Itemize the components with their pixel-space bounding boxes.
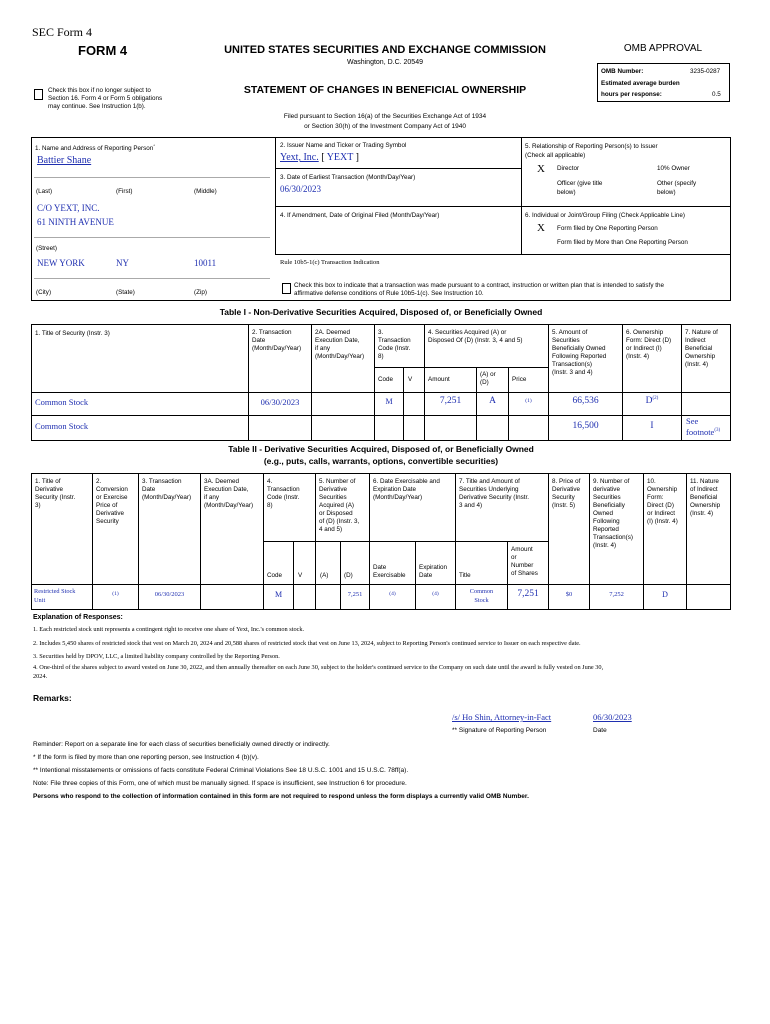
t2-sub-v: V [298, 572, 303, 579]
issuer-name-link[interactable]: Yext, Inc. [280, 152, 319, 163]
t2-row-d: 7,251 [347, 591, 363, 598]
table1-title: Table I - Non-Derivative Securities Acquired, Disposed of, or Beneficially Owned [219, 307, 543, 317]
t2-row-exercisable: (4) [389, 591, 396, 597]
footnote-4-cont: 2024. [33, 673, 48, 680]
form-title: FORM 4 [78, 43, 128, 58]
hours-value: 0.5 [712, 91, 721, 98]
t2-row-title: Common Stock [469, 588, 494, 604]
transaction-date: 06/30/2023 [280, 184, 322, 194]
ten-pct-owner-label: 10% Owner [657, 165, 690, 172]
t1-header-amount-owned: 5. Amount of Securities Beneficially Owned Following Reported Transaction(s) (Instr. 3 and 4) [552, 329, 607, 376]
t2-row-price: $0 [565, 591, 573, 598]
filing-label: 6. Individual or Joint/Group Filing (Check Applicable Line) [525, 212, 685, 219]
t1-sub-code: Code [378, 376, 394, 383]
t2-header-ownership-form: 10. Ownership Form: Direct (D) or Indirect (I) (Instr. 4) [647, 478, 678, 525]
t1-row1-price: (1) [525, 398, 532, 404]
remarks-heading: Remarks: [33, 693, 72, 703]
t1-sub-amount: Amount [428, 376, 450, 383]
relationship-label: 5. Relationship of Reporting Person(s) to Issuer (Check all applicable) [525, 143, 658, 159]
t2-row-security: Restricted Stock Unit [34, 588, 76, 604]
reporting-person-label: 1. Name and Address of Reporting Person* [35, 143, 155, 153]
table2-title-1: Table II - Derivative Securities Acquired, Disposed of, or Beneficially Owned [228, 444, 534, 454]
hours-label: hours per response: [601, 91, 662, 98]
signature-label: ** Signature of Reporting Person [452, 727, 547, 734]
issuer-ticker: YEXT [326, 152, 354, 163]
section16-text: Check this box if no longer subject to Section 16. Form 4 or Form 5 obligations may continue. See Instruction 1(b). [48, 87, 163, 110]
t2-sub-d: (D) [344, 572, 353, 579]
zip-label: (Zip) [194, 289, 207, 296]
t2-header-number: 5. Number of Derivative Securities Acquired (A) or Disposed of (D) (Instr. 3, 4 and 5) [319, 478, 360, 533]
first-label: (First) [116, 188, 133, 195]
other-label: Other (specify below) [657, 180, 697, 196]
t2-row-expiration: (4) [432, 591, 439, 597]
footnote-2: 2. Includes 5,450 shares of restricted stock that vest on March 20, 2024 and 20,588 shares of restricted stock that vest on June 13, 2024, subject to Reporting Person's continued service to Issuer on each respective date. [33, 640, 581, 647]
director-mark[interactable]: X [537, 163, 545, 175]
city-value: NEW YORK [37, 258, 85, 268]
omb-number-label: OMB Number: [601, 68, 644, 75]
t2-sub-title: Title [459, 572, 471, 579]
t1-header-deemed: 2A. Deemed Execution Date, if any (Month/Day/Year) [315, 329, 365, 360]
signature[interactable]: /s/ Ho Shin, Attorney-in-Fact [452, 712, 552, 722]
omb-number: 3235-0287 [690, 68, 721, 75]
t1-header-securities: 4. Securities Acquired (A) or Disposed Of (D) (Instr. 3, 4 and 5) [428, 329, 523, 344]
last-label: (Last) [36, 188, 53, 195]
t2-row-form: D [662, 590, 668, 599]
rule-10b5-checkbox[interactable] [282, 283, 291, 294]
t1-row2-owned: 16,500 [572, 421, 599, 431]
t2-header-exercisable: 6. Date Exercisable and Expiration Date (Month/Day/Year) [373, 478, 440, 501]
t1-row1-security: Common Stock [35, 397, 89, 407]
t2-header-price: 8. Price of Derivative Security (Instr. 5) [552, 478, 581, 509]
top-section-box [31, 137, 731, 301]
t1-row1-amount: 7,251 [439, 396, 462, 406]
omb-approval-title: OMB APPROVAL [623, 43, 703, 54]
t1-header-title: 1. Title of Security (Instr. 3) [35, 330, 110, 337]
t1-sub-ad: (A) or (D) [480, 371, 496, 386]
t2-sub-exercisable: Date Exercisable [373, 564, 406, 579]
t2-header-nature: 11. Nature of Indirect Beneficial Ownership (Instr. 4) [690, 478, 721, 517]
t2-sub-amount: Amount or Number of Shares [511, 546, 538, 577]
t1-sub-v: V [408, 376, 413, 383]
t1-header-nature: 7. Nature of Indirect Beneficial Ownership (Instr. 4) [685, 329, 718, 368]
transaction-date-label: 3. Date of Earliest Transaction (Month/Day/Year) [280, 174, 416, 181]
t2-row-date: 06/30/2023 [154, 591, 185, 598]
issuer-label: 2. Issuer Name and Ticker or Trading Symbol [280, 142, 407, 149]
filed-pursuant-2: or Section 30(h) of the Investment Company Act of 1940 [304, 123, 466, 130]
footnote-1: 1. Each restricted stock unit represents a contingent right to receive one share of Yext, Inc.'s common stock. [33, 626, 305, 633]
rule-label: Rule 10b5-1(c) Transaction Indication [280, 259, 380, 266]
statement-title: STATEMENT OF CHANGES IN BENEFICIAL OWNERSHIP [243, 84, 527, 96]
commission-location: Washington, D.C. 20549 [346, 59, 423, 66]
footnote-3: 3. Securities held by DPOV, LLC, a limited liability company controlled by the Reporting Person. [33, 653, 280, 660]
amendment-label: 4. If Amendment, Date of Original Filed (Month/Day/Year) [280, 212, 440, 219]
issuer-name-ticker: Yext, Inc. [ YEXT ] [280, 152, 360, 163]
section16-checkbox[interactable] [34, 89, 43, 100]
t1-row2-nature: See footnote$^{(3)}$ [686, 416, 721, 437]
note-double-star: ** Intentional misstatements or omissions of facts constitute Federal Criminal Violations See 18 U.S.C. 1001 and 15 U.S.C. 78ff(a). [33, 767, 409, 774]
t1-row1-ad: A [489, 396, 496, 406]
address-line-2: 61 NINTH AVENUE [37, 217, 114, 227]
middle-label: (Middle) [194, 188, 217, 195]
t2-header-owned: 9. Number of derivative Securities Beneficially Owned Following Reported Transaction(s) (Instr. 4) [593, 478, 634, 549]
city-label: (City) [36, 289, 52, 296]
state-label: (State) [116, 289, 135, 296]
t2-header-date: 3. Transaction Date (Month/Day/Year) [142, 478, 192, 501]
t2-header-title: 1. Title of Derivative Security (Instr. 3) [35, 478, 76, 509]
commission-title: UNITED STATES SECURITIES AND EXCHANGE COMMISSION [224, 44, 546, 56]
sec-form-label: SEC Form 4 [32, 25, 93, 39]
one-person-label: Form filed by One Reporting Person [557, 225, 658, 232]
t2-header-conversion: 2. Conversion or Exercise Price of Derivative Security [96, 478, 128, 525]
t1-header-ownership-form: 6. Ownership Form: Direct (D) or Indirect (I) (Instr. 4) [626, 329, 672, 360]
t2-header-deemed: 3A. Deemed Execution Date, if any (Month/Day/Year) [204, 478, 254, 509]
filed-pursuant-1: Filed pursuant to Section 16(a) of the Securities Exchange Act of 1934 [283, 113, 487, 120]
street-label: (Street) [36, 245, 57, 252]
date-label: Date [593, 727, 607, 734]
signature-date[interactable]: 06/30/2023 [593, 712, 632, 722]
t2-row-code: M [274, 590, 283, 599]
state-value: NY [116, 258, 129, 268]
t1-row1-code: M [385, 397, 393, 406]
reporting-person-name[interactable]: Battier Shane [37, 155, 92, 166]
t2-sub-expiration: Expiration Date [419, 564, 448, 579]
t2-sub-code: Code [267, 572, 283, 579]
director-label: Director [557, 165, 580, 172]
t1-sub-price: Price [512, 376, 527, 383]
t1-row1-form: $D^{(2)}$ [645, 396, 659, 407]
note-file-copies: Note: File three copies of this Form, one of which must be manually signed. If space is insufficient, see Instruction 6 for procedure. [33, 780, 407, 787]
table2-title-2: (e.g., puts, calls, warrants, options, convertible securities) [263, 456, 499, 466]
one-person-mark[interactable]: X [537, 222, 545, 234]
footnote-4: 4. One-third of the shares subject to award vested on June 30, 2022, and then annually thereafter on each June 30, subject to the holder's continued service to the Company on such date until the award is fully vested on June 30, [33, 664, 604, 671]
t2-sub-a: (A) [320, 572, 329, 579]
t1-row1-owned: 66,536 [572, 396, 599, 406]
explanation-heading: Explanation of Responses: [33, 614, 123, 621]
t1-header-date: 2. Transaction Date (Month/Day/Year) [252, 329, 302, 352]
t2-row-amount: 7,251 [517, 589, 539, 599]
t1-row1-date: 06/30/2023 [260, 397, 300, 407]
burden-label: Estimated average burden [601, 80, 680, 87]
t2-row-conversion: (1) [112, 591, 119, 597]
t2-header-underlying: 7. Title and Amount of Securities Underlying Derivative Security (Instr. 3 and 4) [459, 478, 529, 509]
reminder-text: Reminder: Report on a separate line for each class of securities beneficially owned directly or indirectly. [33, 741, 330, 748]
t1-row2-form: I [650, 421, 654, 431]
officer-label: Officer (give title below) [557, 180, 603, 196]
t2-header-code: 4. Transaction Code (Instr. 8) [267, 478, 300, 509]
t1-header-code: 3. Transaction Code (Instr. 8) [378, 329, 411, 360]
t1-row2-security: Common Stock [35, 421, 89, 431]
note-star: * If the form is filed by more than one reporting person, see Instruction 4 (b)(v). [33, 754, 259, 761]
more-person-label: Form filed by More than One Reporting Person [557, 239, 688, 246]
address-line-1: C/O YEXT, INC. [37, 203, 100, 213]
omb-notice: Persons who respond to the collection of information contained in this form are not required to respond unless the form displays a currently valid OMB Number. [33, 793, 529, 800]
t2-row-owned: 7,252 [609, 591, 624, 598]
rule-text: Check this box to indicate that a transaction was made pursuant to a contract, instruction or written plan that is intended to satisfy the affirmative defense conditions of Rule 10b5-1(c). See Instruction 10. [294, 282, 664, 297]
zip-value: 10011 [194, 258, 217, 268]
